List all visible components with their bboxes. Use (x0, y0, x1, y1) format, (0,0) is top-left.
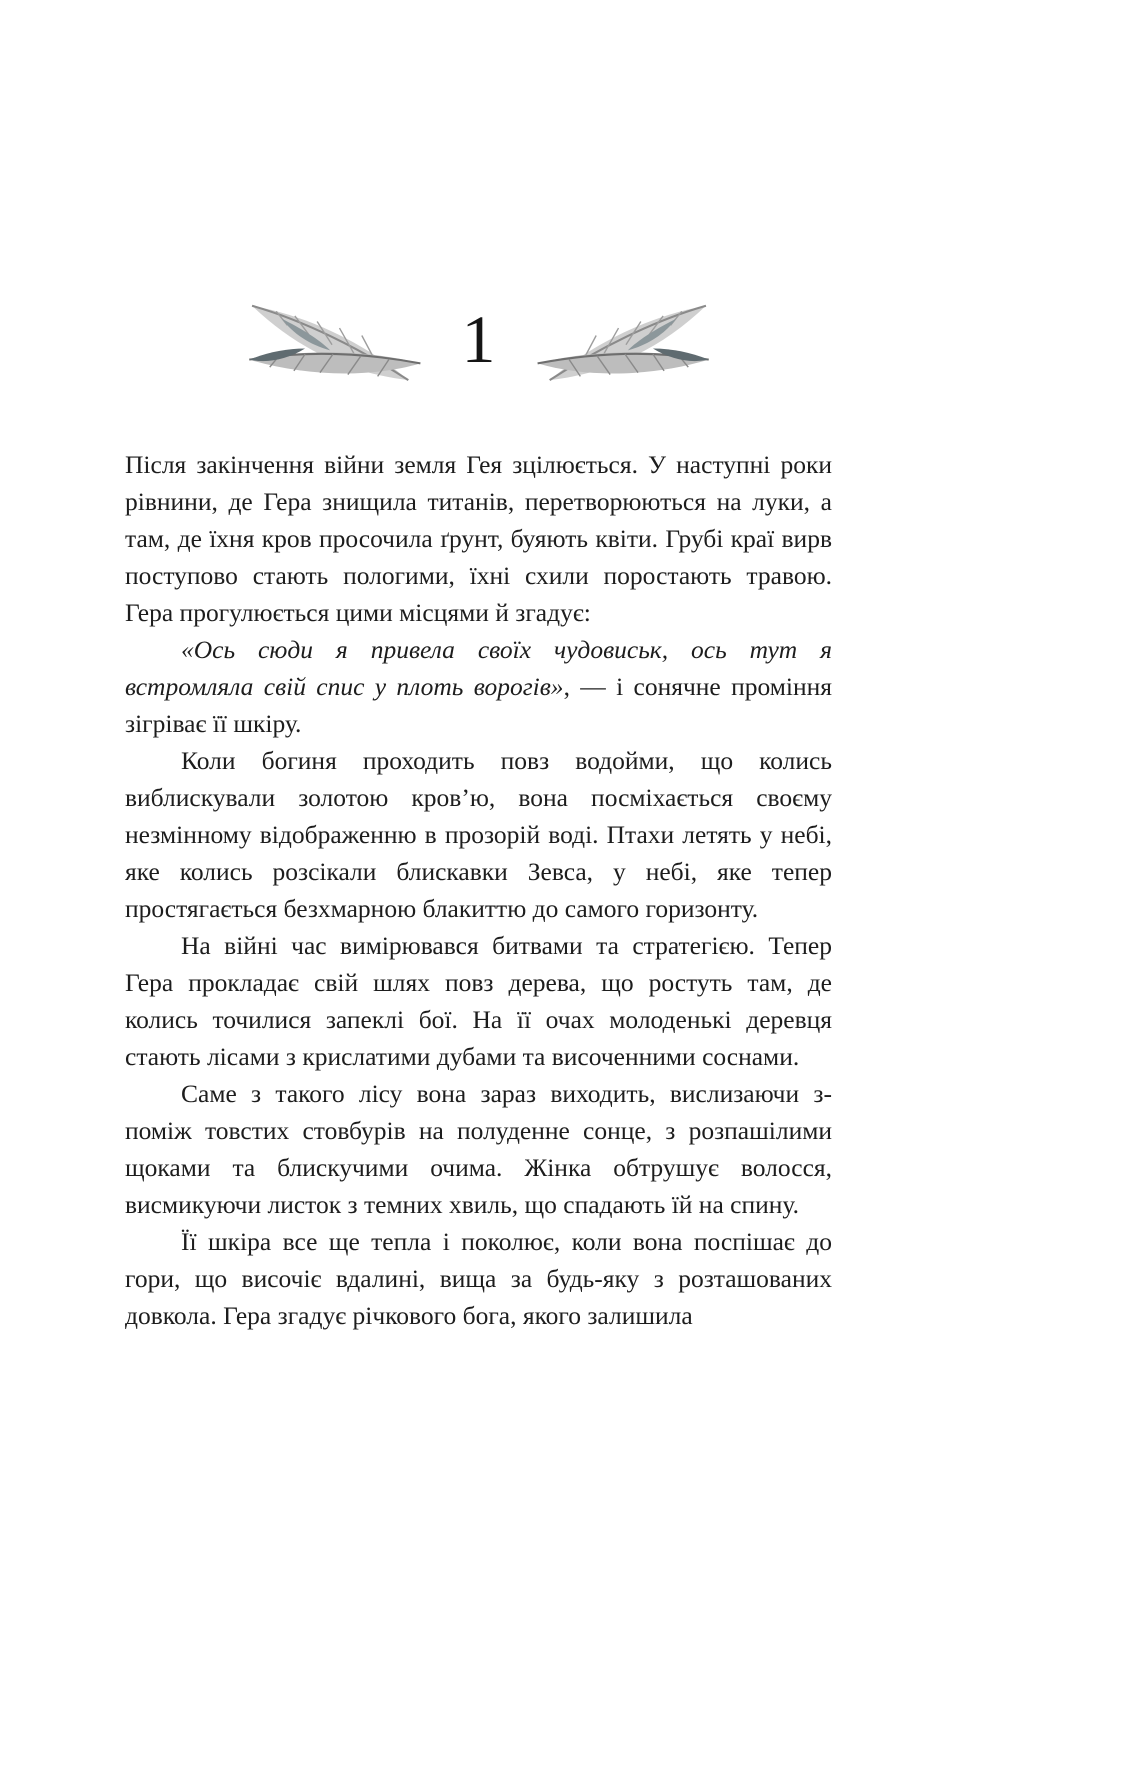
paragraph (125, 742, 832, 927)
paragraph-text: Саме з такого лісу вона зараз виходить, вислизаючи з-поміж товстих стовбурів на полуденне сонце, з розпашілими щоками та блискучими очима. Жінка обтрушує волосся, висмикуючи листок з темних хвиль, що спадають їй на спину. (125, 1079, 832, 1219)
feather-ornament-right-icon (532, 290, 732, 394)
paragraph-text: Її шкіра все ще тепла і поколює, коли вона поспішає до гори, що височіє вдалині, вища за будь-яку з розташованих довкола. Гера згадує річкового бога, якого залишила (125, 1227, 832, 1330)
paragraph (125, 1075, 832, 1223)
paragraph (125, 631, 832, 742)
chapter-heading (125, 283, 832, 401)
chapter-number: 1 (461, 301, 496, 377)
paragraph (125, 1223, 832, 1334)
body-text (125, 446, 832, 1334)
paragraph (125, 446, 832, 631)
paragraph-text: На війні час вимірювався битвами та стратегією. Тепер Гера прокладає свій шлях повз дерева, що ростуть там, де колись точилися запеклі бої. На її очах молоденькі деревця стають лісами з крислатими дубами та височенними соснами. (125, 931, 832, 1071)
feather-ornament-left-icon (226, 290, 426, 394)
paragraph-text: Коли богиня проходить повз водойми, що колись виблискували золотою кров’ю, вона посміхається своєму незмінному відображенню в прозорій воді. Птахи летять у небі, яке колись розсікали блискавки Зевса, у небі, яке тепер простягається безхмарною блакиттю до самого горизонту. (125, 746, 832, 923)
paragraph-text: , — і сонячне проміння зігріває її шкіру. (125, 672, 832, 738)
paragraph-text-italic: «Ось сюди я привела своїх чудовиськ, ось тут я встромляла свій спис у плоть ворогів» (125, 635, 832, 701)
paragraph-text: Після закінчення війни земля Гея зцілюється. У наступні роки рівнини, де Гера знищила титанів, перетворюються на луки, а там, де їхня кров просочила ґрунт, буяють квіти. Грубі краї вирв поступово стають пологими, їхні схили поростають травою. Гера прогулюється цими місцями й згадує: (125, 450, 832, 627)
paragraph (125, 927, 832, 1075)
